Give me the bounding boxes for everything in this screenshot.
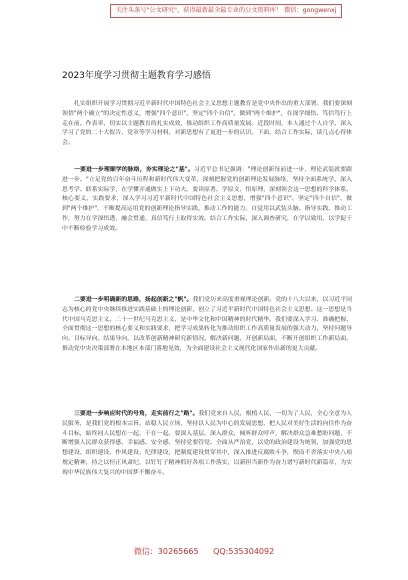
footer-qq: QQ:535304092 <box>213 547 275 556</box>
section-1-heading: 一要进一步理顺学的脉络，夯实理论之"基"。 <box>74 167 194 173</box>
contact-footer <box>0 546 408 557</box>
section-2-body: 我们党历来高度重视理论创新。党的十八大以来，以习近平同志为核心的党中央继续推进实践基础上的理论创新，创立了习近平新时代中国特色社会主义思想。这一思想是当代中国马克思主义、二十一世纪马克思主义，是中华文化和中国精神的时代精华。我们要深入学习、准确把握、全面贯彻这一思想的核心要义和实践要求，把学习成果转化为推动组织工作高质量发展的强大动力，坚持问题导向、目标导向、结果导向，以改革创新精神研究新情况、解决新问题、开创新局面，不断开创组织工作新局面，推动党中央决策部署在本地区本部门落地见效，为全面建设社会主义现代化国家作出新的更大贡献。 <box>62 297 353 352</box>
section-1-paragraph <box>62 166 352 235</box>
promo-banner: 关注头条号"公文研究"，获得最新最全最专业的公文资料库！ 微信：gongwenxj <box>110 4 342 18</box>
document-title: 2023年度学习贯彻主题教育学习感悟 <box>62 71 211 81</box>
footer-wechat: 微信：30265665 <box>133 547 199 556</box>
section-3-paragraph <box>62 410 352 479</box>
section-2-paragraph <box>62 296 352 355</box>
section-3-heading: 三要进一步响应时代的号角，走实前行之"路"。 <box>74 411 199 417</box>
intro-paragraph: 扎实组织开展学习贯彻习近平新时代中国特色社会主义思想主题教育是党中央作出的重大部署。我们要深刻领悟"两个确立"的决定性意义，增强"四个意识"、坚定"四个自信"、做到"两个维护"，在深学细悟、笃信笃行上走在前、作表率，切实以主题教育的扎实成效，推动组织工作高质量发展。近段时间，本人通过个人自学、深入学习了党的二十大报告、党章等学习材料，对新思想有了更进一步的认识。下面，结合工作实际，谈几点心得体会。 <box>62 101 352 147</box>
section-1-body: 习近平总书记强调："理论创新每前进一步，理论武装就要跟进一步。"立足党的百年奋斗历程和新时代伟大变革，深刻把握党的创新理论发展脉络，坚持全面系统学、深入思考学、联系实际学，在学懂弄通做实上下功夫。要读原著、学原文、悟原理，深刻领会这一思想的科学体系、核心要义、实践要求，深入学习习近平新时代中国特色社会主义思想，增强"四个意识"、坚定"四个自信"、做到"两个维护"，不断提高运用党的创新理论指导实践、推动工作的能力。自觉用以武装头脑、指导实践、推动工作，努力在学深悟透、融会贯通、真信笃行上取得实效。结合工作实际，深入调查研究，在学以致用、以学促干中不断检验学习成效。 <box>62 167 352 232</box>
section-3-body: 我们党来自人民，根植人民，一切为了人民，全心全意为人民服务，是我们党的根本宗旨。站稳人民立场，坚持以人民为中心的发展思想，把人民对美好生活的向往作为奋斗目标，始终同人民想在一起、干在一起。要深入基层、深入群众，倾听群众呼声，解决群众急难愁盼问题，不断增强人民群众获得感、幸福感、安全感。坚持党要管党、全面从严治党，以党的政治建设为统领，加强党的思想建设、组织建设、作风建设、纪律建设，把制度建设贯穿其中，深入推进反腐败斗争，锲而不舍落实中央八项规定精神，持之以恒正风肃纪，以钉钉子精神抓好各项工作落实，以新担当新作为奋力谱写新时代新篇章，为实现中华民族伟大复兴的中国梦不懈奋斗。 <box>62 411 353 476</box>
section-2-heading: 二要进一步明确新的思路，扬起创新之"帆"。 <box>74 297 193 303</box>
